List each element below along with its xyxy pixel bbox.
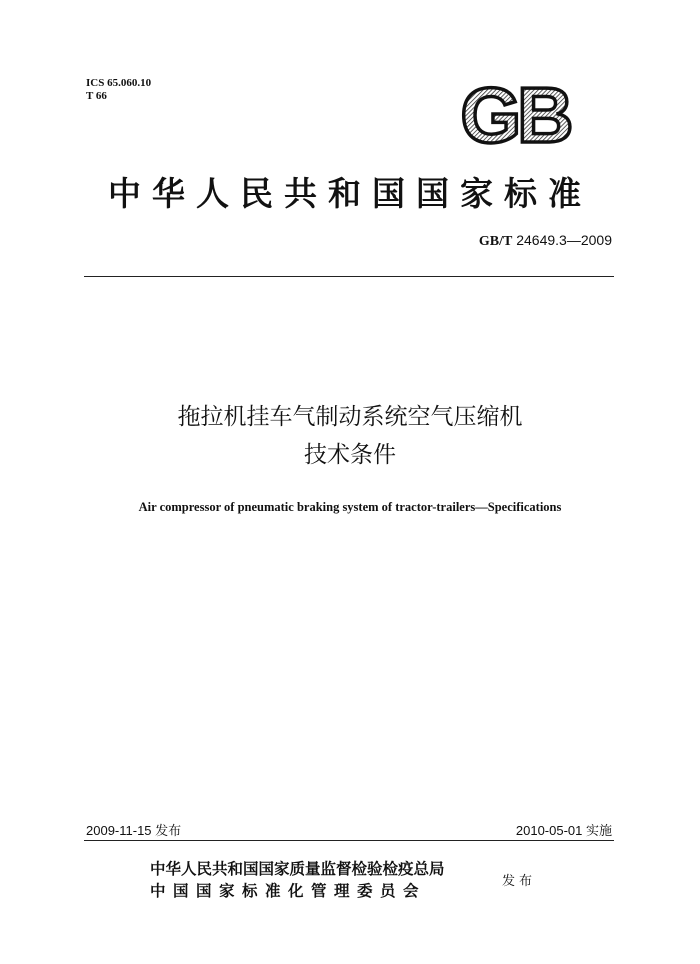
footer-divider	[84, 840, 614, 841]
national-standard-title: 中华人民共和国国家标准	[108, 174, 592, 213]
issuing-authorities	[150, 858, 445, 902]
effective-date: 2010-05-01 实施	[515, 823, 612, 838]
standard-code: 24649.3—2009	[516, 232, 612, 248]
issuer-aqsiq: 中华人民共和国国家质量监督检验检疫总局	[150, 859, 445, 878]
issue-date: 2009-11-15 发布	[86, 823, 182, 838]
header-divider	[84, 276, 614, 277]
issuer-sac: 中国国家标准化管理委员会	[150, 881, 427, 900]
category-code: T 66	[86, 90, 107, 102]
publish-label: 发布	[502, 874, 537, 889]
standard-prefix: GB/T	[478, 234, 513, 249]
standard-number	[479, 232, 612, 250]
gb-logo	[448, 82, 582, 150]
document-title-cn	[60, 398, 640, 474]
ics-block	[86, 77, 151, 103]
title-cn-line2: 技术条件	[304, 442, 396, 468]
document-title-en: Air compressor of pneumatic braking system of tractor-trailers—Specifications	[138, 500, 562, 514]
title-cn-line1: 拖拉机挂车气制动系统空气压缩机	[177, 404, 523, 430]
ics-code: ICS 65.060.10	[86, 77, 152, 89]
gb-logo-text: GB	[460, 82, 570, 150]
